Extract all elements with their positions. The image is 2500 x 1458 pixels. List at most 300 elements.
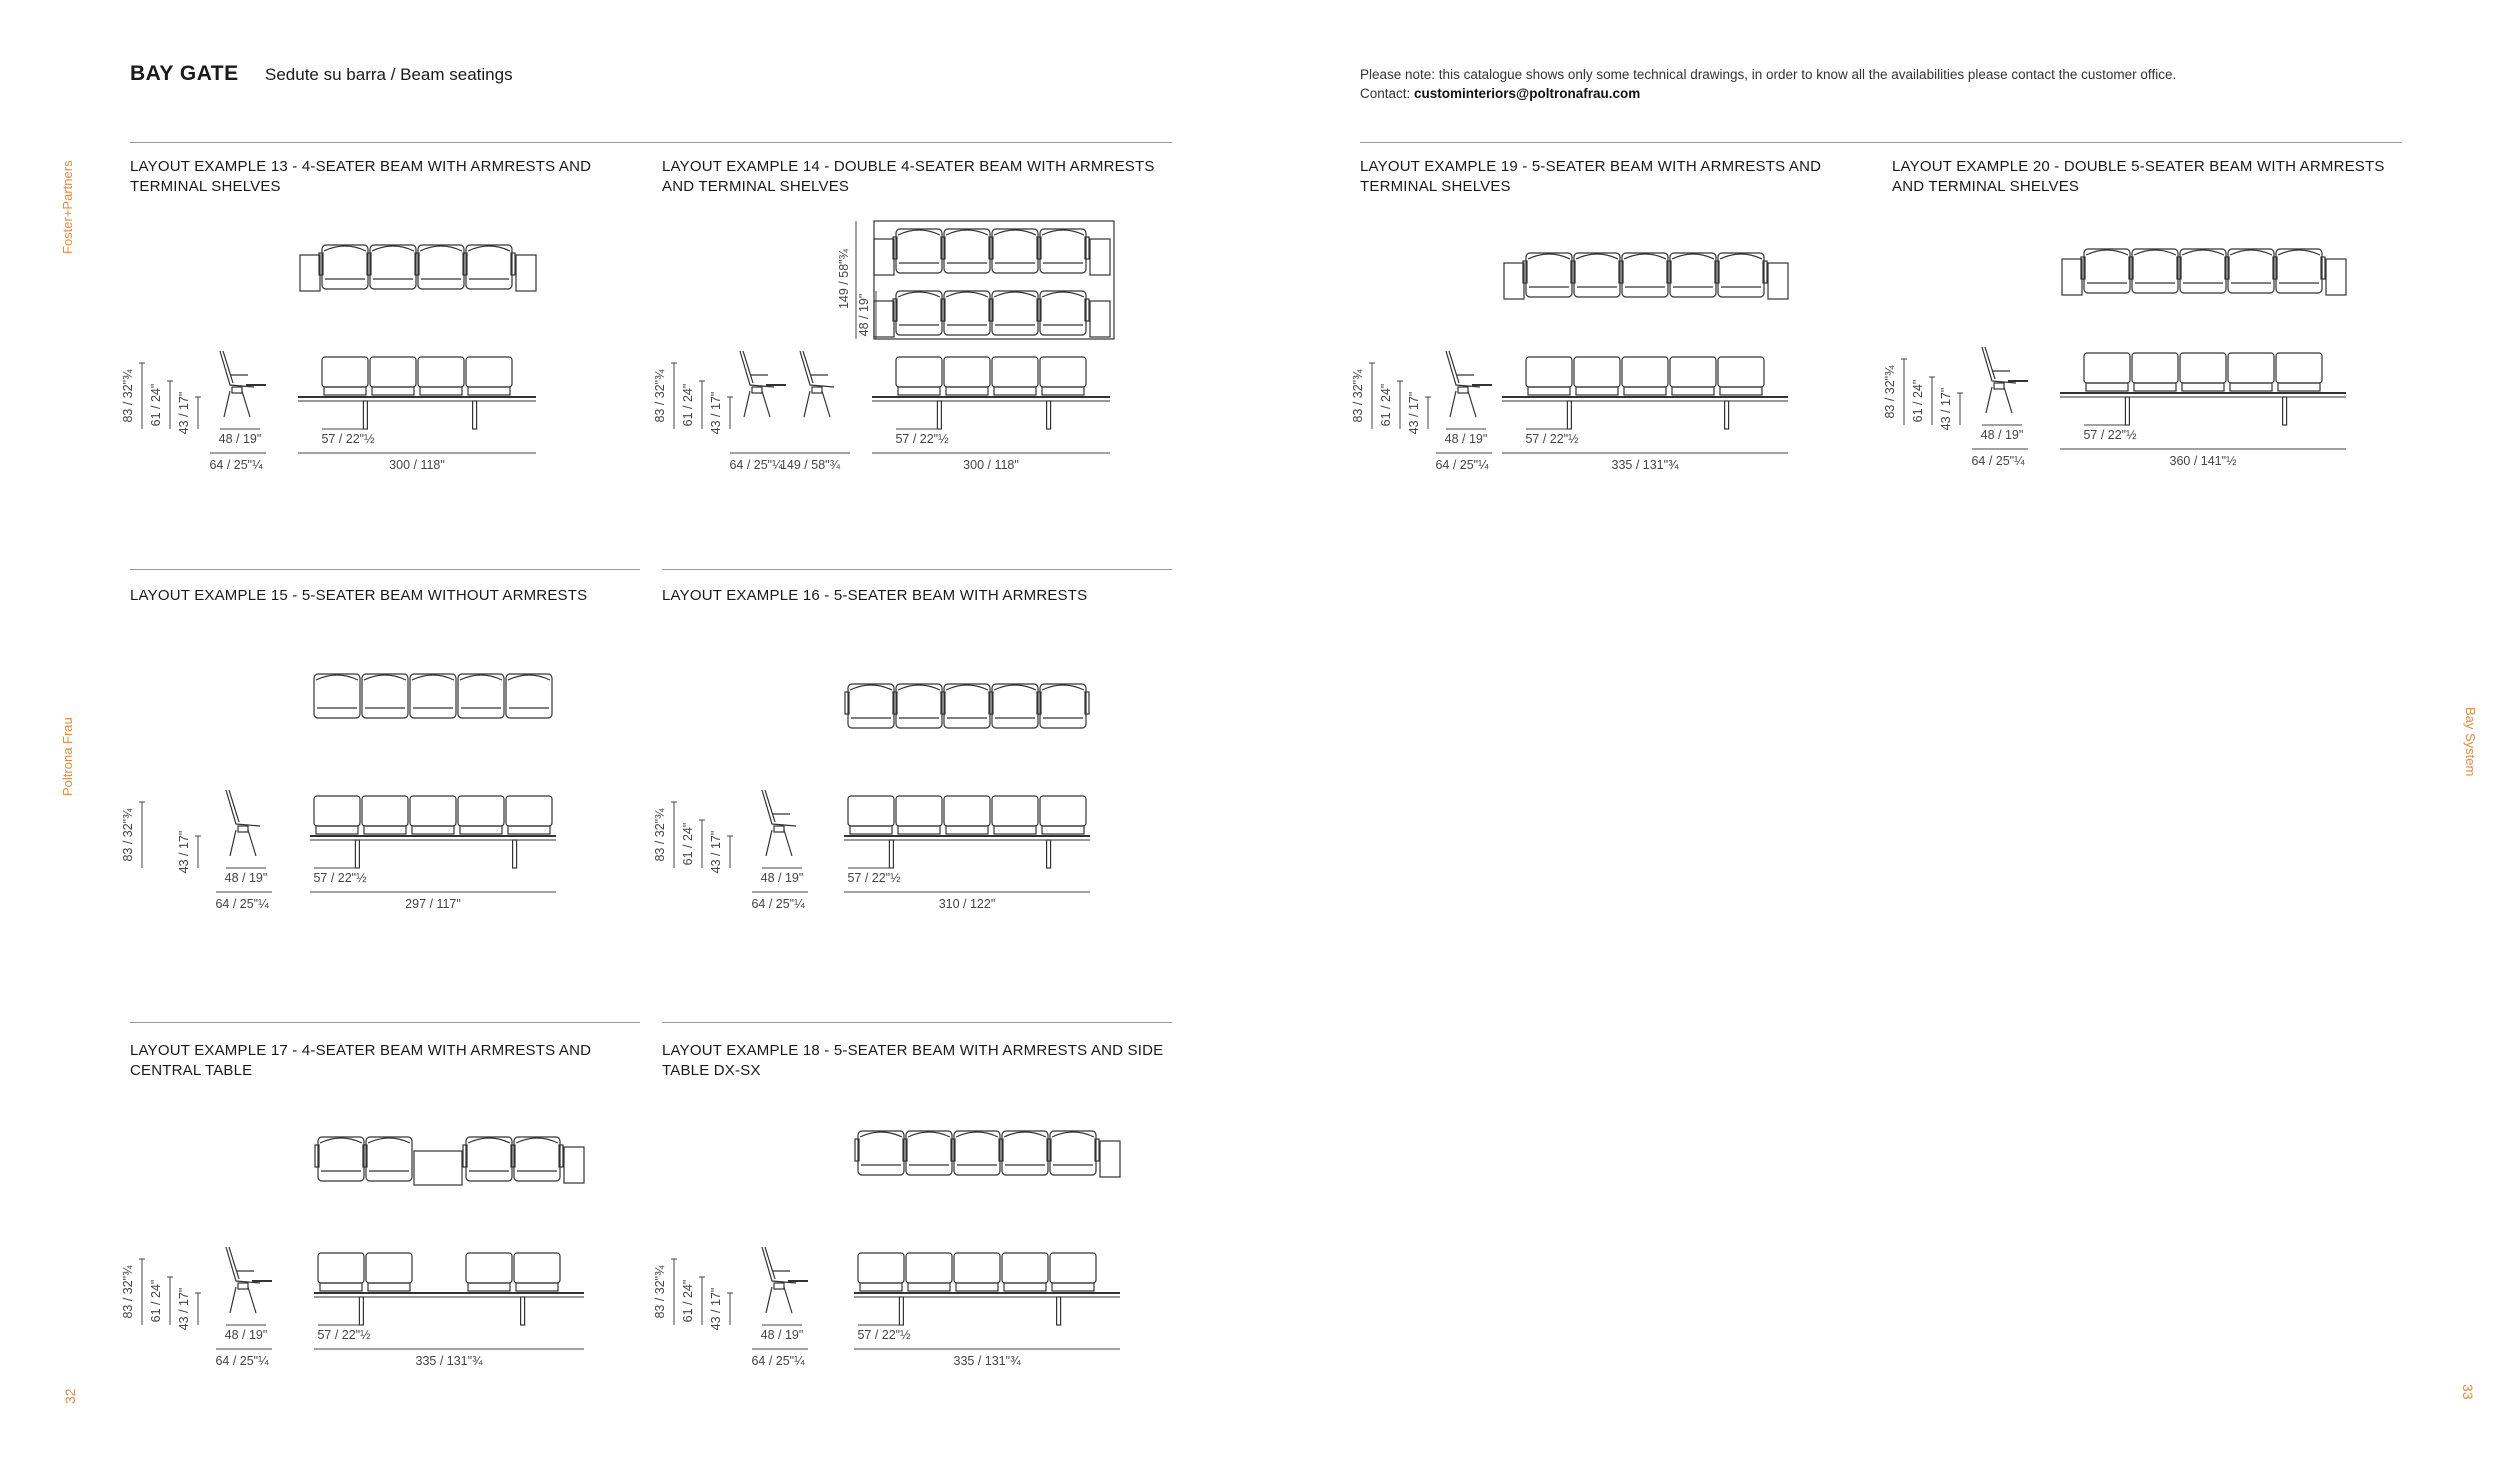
seat-cushion	[1672, 387, 1714, 395]
seat-cushion	[994, 826, 1036, 834]
seat-cushion	[2134, 383, 2176, 391]
seat-cushion	[2086, 383, 2128, 391]
dimension-label: 48 / 19"	[224, 1328, 268, 1342]
seat-cushion	[2278, 383, 2320, 391]
chair-leg	[784, 1287, 792, 1313]
seat-back	[1576, 254, 1618, 259]
dimension-label: 335 / 131"¾	[953, 1354, 1021, 1368]
dimension-label: 48 / 19"	[1444, 432, 1488, 446]
seat-back	[420, 246, 462, 251]
seat-top	[1040, 291, 1086, 335]
armrest	[559, 1145, 563, 1167]
chair-leg	[1986, 387, 1992, 413]
seat-cushion	[316, 826, 358, 834]
dimension-label: 57 / 22"½	[857, 1328, 911, 1342]
beam-leg	[1567, 401, 1571, 429]
seat-cushion	[860, 1283, 902, 1291]
dimension-label: 61 / 24"	[1379, 383, 1393, 427]
dimension-label: 64 / 25"¼	[729, 458, 783, 472]
beam-leg	[889, 840, 893, 868]
armrest	[989, 692, 993, 714]
dimension-label: 48 / 19"	[218, 432, 262, 446]
seat-front	[992, 357, 1038, 387]
seat-cushion	[460, 826, 502, 834]
chair-leg	[248, 1287, 256, 1313]
seat-top	[2084, 249, 2130, 293]
beam-leg	[1047, 401, 1051, 429]
seat-back	[956, 1132, 998, 1137]
chair-leg	[230, 1287, 236, 1313]
seat-cushion	[1042, 826, 1084, 834]
seat-top	[896, 291, 942, 335]
chair-leg	[2004, 387, 2012, 413]
seat-cushion	[898, 826, 940, 834]
chair-beam-section	[1458, 387, 1468, 393]
dimension-label: 300 / 118"	[963, 458, 1019, 472]
seat-front	[370, 357, 416, 387]
dimension-label: 48 / 19"	[760, 1328, 804, 1342]
chair-beam-section	[238, 1283, 248, 1289]
seat-cushion	[1528, 387, 1570, 395]
seat-back	[994, 230, 1036, 235]
seat-front	[2132, 353, 2178, 383]
layout-drawing-20	[1883, 249, 2346, 468]
seat-cushion	[468, 1283, 510, 1291]
seat-cushion	[946, 387, 988, 395]
chair-beam-section	[232, 387, 242, 393]
note-text: Please note: this catalogue shows only some technical drawings, in order to know all the availabilities please contact the customer office.	[1360, 67, 2177, 82]
layout-title-line: LAYOUT EXAMPLE 17 - 4-SEATER BEAM WITH ARMRESTS AND	[130, 1042, 592, 1059]
terminal-shelf	[2326, 259, 2346, 295]
seat-back	[1042, 230, 1084, 235]
seat-cushion	[1052, 1283, 1094, 1291]
note-contact-label: Contact:	[1360, 86, 1415, 101]
seat-front	[896, 357, 942, 387]
seat-front	[514, 1253, 560, 1283]
dimension-label: 61 / 24"	[149, 1279, 163, 1323]
seat-cushion	[946, 826, 988, 834]
dimension-label: 43 / 17"	[1939, 387, 1953, 431]
chair-leg	[766, 1287, 772, 1313]
seat-back	[2278, 250, 2320, 255]
seat-front	[466, 357, 512, 387]
seat-front	[418, 357, 464, 387]
seat-front	[1040, 796, 1086, 826]
seat-back	[316, 675, 358, 680]
side-label-designer: Foster+Partners	[60, 160, 75, 254]
chair-leg	[1468, 391, 1476, 417]
armrest	[989, 299, 993, 321]
seat-back	[1624, 254, 1666, 259]
chair-beam-section	[238, 826, 248, 832]
dimension-label: 64 / 25"¼	[215, 1354, 269, 1368]
layout-title-line: LAYOUT EXAMPLE 15 - 5-SEATER BEAM WITHOUT ARMRESTS	[130, 587, 588, 604]
armrest	[1037, 692, 1041, 714]
seat-top	[362, 674, 408, 718]
seat-top	[1002, 1131, 1048, 1175]
terminal-shelf	[1090, 301, 1110, 337]
seat-cushion	[1624, 387, 1666, 395]
chair-leg	[822, 391, 830, 417]
seat-back	[850, 685, 892, 690]
terminal-shelf	[2062, 259, 2082, 295]
seat-front	[362, 796, 408, 826]
seat-top	[318, 1137, 364, 1181]
dimension-label: 48 / 19"	[224, 871, 268, 885]
dimension-label: 360 / 141"½	[2169, 454, 2237, 468]
beam-leg	[521, 1297, 525, 1325]
seat-cushion	[368, 1283, 410, 1291]
seat-back	[946, 685, 988, 690]
page-subtitle: Sedute su barra / Beam seatings	[265, 65, 513, 84]
seat-back	[1528, 254, 1570, 259]
seat-front	[1040, 357, 1086, 387]
seat-front	[322, 357, 368, 387]
dimension-label: 48 / 19"	[760, 871, 804, 885]
armrest	[1523, 261, 1527, 283]
chair-leg	[230, 830, 236, 856]
seat-top	[418, 245, 464, 289]
seat-cushion	[994, 387, 1036, 395]
seat-front	[410, 796, 456, 826]
dimension-label: 64 / 25"¼	[751, 897, 805, 911]
seat-back	[946, 292, 988, 297]
seat-top	[1670, 253, 1716, 297]
beam-leg	[1047, 840, 1051, 868]
seat-cushion	[412, 826, 454, 834]
armrest	[1085, 692, 1089, 714]
seat-cushion	[372, 387, 414, 395]
layout-drawing-15	[121, 674, 556, 911]
layout-title-line: TERMINAL SHELVES	[130, 178, 281, 195]
armrest	[1095, 1139, 1099, 1161]
armrest	[1085, 237, 1089, 259]
dimension-label: 57 / 22"½	[313, 871, 367, 885]
dimension-label: 335 / 131"¾	[415, 1354, 483, 1368]
seat-top	[370, 245, 416, 289]
armrest	[855, 1139, 859, 1161]
dimension-label: 83 / 32"¾	[121, 808, 135, 862]
chair-leg	[762, 391, 770, 417]
chair-leg	[224, 391, 230, 417]
beam-leg	[2283, 397, 2287, 425]
seat-front	[1574, 357, 1620, 387]
dimension-label: 61 / 24"	[681, 383, 695, 427]
seat-top	[366, 1137, 412, 1181]
seat-top	[848, 684, 894, 728]
brand-title: BAY GATE	[130, 62, 239, 85]
seat-front	[906, 1253, 952, 1283]
seat-front	[896, 796, 942, 826]
layout-title-line: TABLE DX-SX	[662, 1062, 761, 1079]
seat-front	[858, 1253, 904, 1283]
seat-cushion	[956, 1283, 998, 1291]
armrest	[951, 1139, 955, 1161]
beam-leg	[513, 840, 517, 868]
seat-top	[2180, 249, 2226, 293]
dimension-label: 61 / 24"	[681, 822, 695, 866]
terminal-shelf	[1090, 239, 1110, 275]
dimension-label: 57 / 22"½	[2083, 428, 2137, 442]
beam-leg	[359, 1297, 363, 1325]
seat-back	[1042, 292, 1084, 297]
layout-title-line: LAYOUT EXAMPLE 16 - 5-SEATER BEAM WITH ARMRESTS	[662, 587, 1088, 604]
terminal-shelf	[1504, 263, 1524, 299]
seat-back	[898, 292, 940, 297]
seat-back	[368, 1138, 410, 1143]
dimension-label: 48 / 19"	[1980, 428, 2024, 442]
layout-title-line: AND TERMINAL SHELVES	[662, 178, 850, 195]
seat-top	[992, 229, 1038, 273]
seat-front	[1002, 1253, 1048, 1283]
seat-front	[944, 357, 990, 387]
seat-front	[1622, 357, 1668, 387]
seat-cushion	[1004, 1283, 1046, 1291]
layout-drawing-18	[653, 1131, 1120, 1368]
seat-front	[318, 1253, 364, 1283]
seat-top	[2132, 249, 2178, 293]
armrest	[845, 692, 849, 714]
seat-top	[944, 684, 990, 728]
seat-cushion	[1576, 387, 1618, 395]
dimension-label: 43 / 17"	[1407, 391, 1421, 435]
armrest	[893, 692, 897, 714]
dimension-label: 64 / 25"¼	[215, 897, 269, 911]
dimension-label: 43 / 17"	[709, 391, 723, 435]
seat-front	[366, 1253, 412, 1283]
dimension-label: 83 / 32"¾	[1351, 369, 1365, 423]
layout-title-line: LAYOUT EXAMPLE 14 - DOUBLE 4-SEATER BEAM WITH ARMRESTS	[662, 158, 1155, 175]
armrest	[893, 237, 897, 259]
seat-top	[944, 229, 990, 273]
dimension-label: 64 / 25"¼	[751, 1354, 805, 1368]
seat-back	[320, 1138, 362, 1143]
seat-top	[954, 1131, 1000, 1175]
layout-title-line: CENTRAL TABLE	[130, 1062, 253, 1079]
seat-cushion	[508, 826, 550, 834]
layout-title-line: LAYOUT EXAMPLE 18 - 5-SEATER BEAM WITH ARMRESTS AND SIDE	[662, 1042, 1164, 1059]
seat-top	[1040, 229, 1086, 273]
seat-cushion	[908, 1283, 950, 1291]
seat-back	[1672, 254, 1714, 259]
dimension-label: 43 / 17"	[177, 830, 191, 874]
armrest	[1047, 1139, 1051, 1161]
dimension-label: 43 / 17"	[177, 1287, 191, 1331]
seat-top	[458, 674, 504, 718]
beam-leg	[473, 401, 477, 429]
dimension-label: 83 / 32"¾	[653, 808, 667, 862]
armrest	[1085, 299, 1089, 321]
layout-drawing-14	[653, 221, 1114, 472]
seat-top	[1574, 253, 1620, 297]
terminal-shelf	[564, 1147, 584, 1183]
dimension-label: 61 / 24"	[149, 383, 163, 427]
seat-top	[944, 291, 990, 335]
seat-cushion	[1042, 387, 1084, 395]
chair-leg	[1450, 391, 1456, 417]
dimension-label: 83 / 32"¾	[121, 369, 135, 423]
central-table	[414, 1151, 462, 1185]
seat-cushion	[420, 387, 462, 395]
seat-front	[1526, 357, 1572, 387]
dimension-label: 83 / 32"¾	[1883, 365, 1897, 419]
seat-top	[896, 229, 942, 273]
seat-top	[896, 684, 942, 728]
armrest	[1667, 261, 1671, 283]
terminal-shelf	[874, 301, 894, 337]
chair-beam-section	[774, 1283, 784, 1289]
dimension-label: 149 / 58"¾	[837, 248, 851, 310]
terminal-shelf	[874, 239, 894, 275]
seat-back	[898, 230, 940, 235]
armrest	[999, 1139, 1003, 1161]
layout-drawing-16	[653, 684, 1090, 911]
seat-cushion	[2230, 383, 2272, 391]
seat-cushion	[324, 387, 366, 395]
beam-leg	[363, 401, 367, 429]
seat-cushion	[364, 826, 406, 834]
dimension-label: 335 / 131"¾	[1611, 458, 1679, 472]
seat-front	[848, 796, 894, 826]
terminal-shelf	[516, 255, 536, 291]
dimension-label: 83 / 32"¾	[121, 1265, 135, 1319]
dimension-label: 57 / 22"½	[847, 871, 901, 885]
double-frame	[874, 221, 1114, 339]
seat-cushion	[1720, 387, 1762, 395]
beam-leg	[2125, 397, 2129, 425]
beam-leg	[1057, 1297, 1061, 1325]
layout-title-line: TERMINAL SHELVES	[1360, 178, 1511, 195]
side-label-collection: Bay System	[2463, 707, 2478, 777]
armrest	[903, 1139, 907, 1161]
dimension-label: 43 / 17"	[177, 391, 191, 435]
seat-back	[468, 246, 510, 251]
layout-title-line: LAYOUT EXAMPLE 20 - DOUBLE 5-SEATER BEAM WITH ARMRESTS	[1892, 158, 2385, 175]
beam-leg	[355, 840, 359, 868]
dimension-label: 310 / 122"	[938, 897, 996, 911]
seat-front	[2276, 353, 2322, 383]
dimension-label: 297 / 117"	[405, 897, 461, 911]
beam-leg	[937, 401, 941, 429]
seat-front	[458, 796, 504, 826]
dimension-label: 61 / 24"	[681, 1279, 695, 1323]
chair-beam-section	[774, 826, 784, 832]
seat-top	[1040, 684, 1086, 728]
seat-back	[468, 1138, 510, 1143]
armrest	[1763, 261, 1767, 283]
seat-front	[944, 796, 990, 826]
armrest	[893, 299, 897, 321]
seat-top	[1622, 253, 1668, 297]
seat-top	[1718, 253, 1764, 297]
armrest	[1037, 299, 1041, 321]
seat-cushion	[516, 1283, 558, 1291]
dimension-label: 61 / 24"	[1911, 379, 1925, 423]
seat-front	[2228, 353, 2274, 383]
dimension-label: 57 / 22"½	[895, 432, 949, 446]
seat-back	[508, 675, 550, 680]
seat-cushion	[468, 387, 510, 395]
seat-back	[2086, 250, 2128, 255]
dimension-label: 48 / 19"	[857, 293, 871, 337]
armrest	[1619, 261, 1623, 283]
seat-back	[908, 1132, 950, 1137]
page-number-right: 33	[2460, 1384, 2476, 1400]
armrest	[941, 299, 945, 321]
contact-email-link[interactable]: custominteriors@poltronafrau.com	[1414, 86, 1641, 101]
seat-top	[314, 674, 360, 718]
armrest	[989, 237, 993, 259]
seat-front	[314, 796, 360, 826]
seat-back	[946, 230, 988, 235]
seat-top	[410, 674, 456, 718]
seat-front	[1050, 1253, 1096, 1283]
seat-back	[1042, 685, 1084, 690]
layout-title-line: LAYOUT EXAMPLE 19 - 5-SEATER BEAM WITH ARMRESTS AND	[1360, 158, 1822, 175]
seat-back	[516, 1138, 558, 1143]
seat-back	[364, 675, 406, 680]
seat-top	[1526, 253, 1572, 297]
dimension-label: 43 / 17"	[709, 1287, 723, 1331]
beam-leg	[1725, 401, 1729, 429]
seat-cushion	[320, 1283, 362, 1291]
seat-front	[992, 796, 1038, 826]
seat-back	[1720, 254, 1762, 259]
seat-cushion	[850, 826, 892, 834]
seat-front	[954, 1253, 1000, 1283]
seat-top	[2228, 249, 2274, 293]
armrest	[1715, 261, 1719, 283]
dimension-label: 57 / 22"½	[317, 1328, 371, 1342]
terminal-shelf	[300, 255, 320, 291]
seat-top	[858, 1131, 904, 1175]
seat-front	[506, 796, 552, 826]
seat-top	[1050, 1131, 1096, 1175]
dimension-label: 64 / 25"¼	[209, 458, 263, 472]
side-label-brand: Poltrona Frau	[60, 717, 75, 796]
armrest	[941, 237, 945, 259]
dimension-label: 300 / 118"	[389, 458, 445, 472]
seat-back	[898, 685, 940, 690]
seat-back	[994, 292, 1036, 297]
seat-top	[506, 674, 552, 718]
dimension-label: 83 / 32"¾	[653, 1265, 667, 1319]
layout-title-line: AND TERMINAL SHELVES	[1892, 178, 2080, 195]
chair-leg	[248, 830, 256, 856]
layout-drawing-13	[121, 245, 536, 472]
armrest	[941, 692, 945, 714]
layout-drawing-17	[121, 1137, 584, 1368]
seat-back	[2182, 250, 2224, 255]
seat-top	[2276, 249, 2322, 293]
seat-back	[324, 246, 366, 251]
dimension-label: 57 / 22"½	[1525, 432, 1579, 446]
dimension-label: 57 / 22"½	[321, 432, 375, 446]
dimension-label: 43 / 17"	[709, 830, 723, 874]
armrest	[1571, 261, 1575, 283]
seat-back	[372, 246, 414, 251]
layout-title-line: LAYOUT EXAMPLE 13 - 4-SEATER BEAM WITH ARMRESTS AND	[130, 158, 592, 175]
seat-front	[1670, 357, 1716, 387]
beam-leg	[899, 1297, 903, 1325]
chair-beam-section	[812, 387, 822, 393]
seat-front	[466, 1253, 512, 1283]
armrest	[1037, 237, 1041, 259]
chair-beam-section	[1994, 383, 2004, 389]
seat-back	[860, 1132, 902, 1137]
dimension-label: 149 / 58"¾	[779, 458, 841, 472]
dimension-label: 83 / 32"¾	[653, 369, 667, 423]
